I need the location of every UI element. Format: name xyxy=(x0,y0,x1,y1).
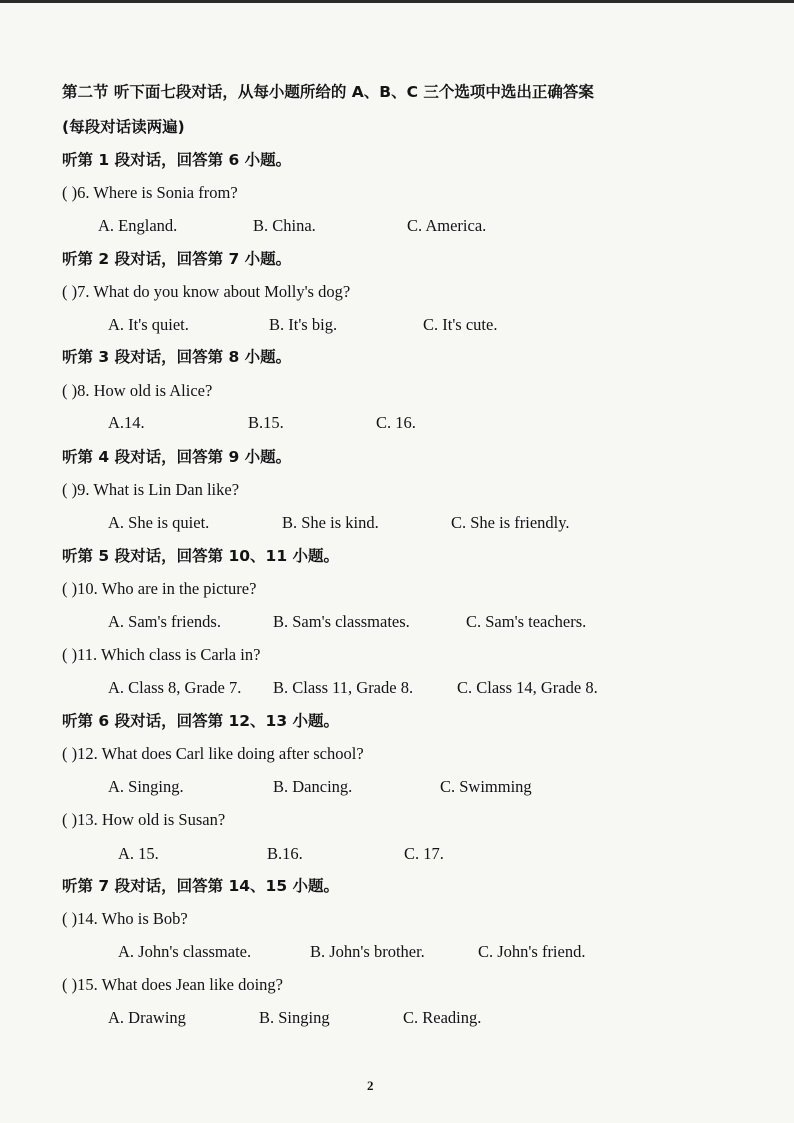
question-9: ( )9. What is Lin Dan like? xyxy=(62,480,240,499)
q12-option-a[interactable]: A. Singing. xyxy=(108,777,184,796)
q14-option-a[interactable]: A. John's classmate. xyxy=(118,942,252,961)
q10-option-c[interactable]: C. Sam's teachers. xyxy=(466,612,587,631)
q10-option-a[interactable]: A. Sam's friends. xyxy=(108,612,221,631)
q15-option-c[interactable]: C. Reading. xyxy=(403,1008,482,1027)
q9-option-c[interactable]: C. She is friendly. xyxy=(451,513,570,532)
dialogue-intro-2: 听第 2 段对话，回答第 7 小题。 xyxy=(62,250,292,268)
q13-option-a[interactable]: A. 15. xyxy=(118,844,159,863)
page-number: 2 xyxy=(367,1078,374,1093)
q10-option-b[interactable]: B. Sam's classmates. xyxy=(273,612,410,631)
question-12: ( )12. What does Carl like doing after school? xyxy=(62,744,364,763)
dialogue-intro-7: 听第 7 段对话，回答第 14、15 小题。 xyxy=(62,877,340,895)
dialogue-intro-6: 听第 6 段对话，回答第 12、13 小题。 xyxy=(62,712,340,730)
q8-option-a[interactable]: A.14. xyxy=(108,413,145,432)
question-6: ( )6. Where is Sonia from? xyxy=(62,183,238,202)
q13-option-b[interactable]: B.16. xyxy=(267,844,303,863)
q14-option-b[interactable]: B. John's brother. xyxy=(310,942,425,961)
q11-option-b[interactable]: B. Class 11, Grade 8. xyxy=(273,678,414,697)
question-13: ( )13. How old is Susan? xyxy=(62,810,226,829)
q9-option-b[interactable]: B. She is kind. xyxy=(282,513,379,532)
question-7: ( )7. What do you know about Molly's dog? xyxy=(62,282,351,301)
q11-option-c[interactable]: C. Class 14, Grade 8. xyxy=(457,678,598,697)
section-title: 第二节 听下面七段对话，从每小题所给的 A、B、C 三个选项中选出正确答案 xyxy=(62,83,594,101)
q7-option-a[interactable]: A. It's quiet. xyxy=(108,315,189,334)
question-14: ( )14. Who is Bob? xyxy=(62,909,188,928)
q15-option-a[interactable]: A. Drawing xyxy=(108,1008,186,1027)
q6-option-c[interactable]: C. America. xyxy=(407,216,487,235)
q8-option-c[interactable]: C. 16. xyxy=(376,413,416,432)
q6-option-b[interactable]: B. China. xyxy=(253,216,316,235)
q11-option-a[interactable]: A. Class 8, Grade 7. xyxy=(108,678,242,697)
section-note: (每段对话读两遍) xyxy=(62,118,185,136)
dialogue-intro-3: 听第 3 段对话，回答第 8 小题。 xyxy=(62,348,292,366)
dialogue-intro-4: 听第 4 段对话，回答第 9 小题。 xyxy=(62,448,292,466)
question-11: ( )11. Which class is Carla in? xyxy=(62,645,261,664)
dialogue-intro-5: 听第 5 段对话，回答第 10、11 小题。 xyxy=(62,547,340,565)
question-15: ( )15. What does Jean like doing? xyxy=(62,975,284,994)
q6-option-a[interactable]: A. England. xyxy=(98,216,178,235)
q9-option-a[interactable]: A. She is quiet. xyxy=(108,513,210,532)
q12-option-b[interactable]: B. Dancing. xyxy=(273,777,353,796)
question-10: ( )10. Who are in the picture? xyxy=(62,579,257,598)
q7-option-b[interactable]: B. It's big. xyxy=(269,315,338,334)
question-8: ( )8. How old is Alice? xyxy=(62,381,213,400)
q8-option-b[interactable]: B.15. xyxy=(248,413,284,432)
q12-option-c[interactable]: C. Swimming xyxy=(440,777,532,796)
q7-option-c[interactable]: C. It's cute. xyxy=(423,315,498,334)
dialogue-intro-1: 听第 1 段对话，回答第 6 小题。 xyxy=(62,151,292,169)
q13-option-c[interactable]: C. 17. xyxy=(404,844,444,863)
q15-option-b[interactable]: B. Singing xyxy=(259,1008,330,1027)
q14-option-c[interactable]: C. John's friend. xyxy=(478,942,586,961)
